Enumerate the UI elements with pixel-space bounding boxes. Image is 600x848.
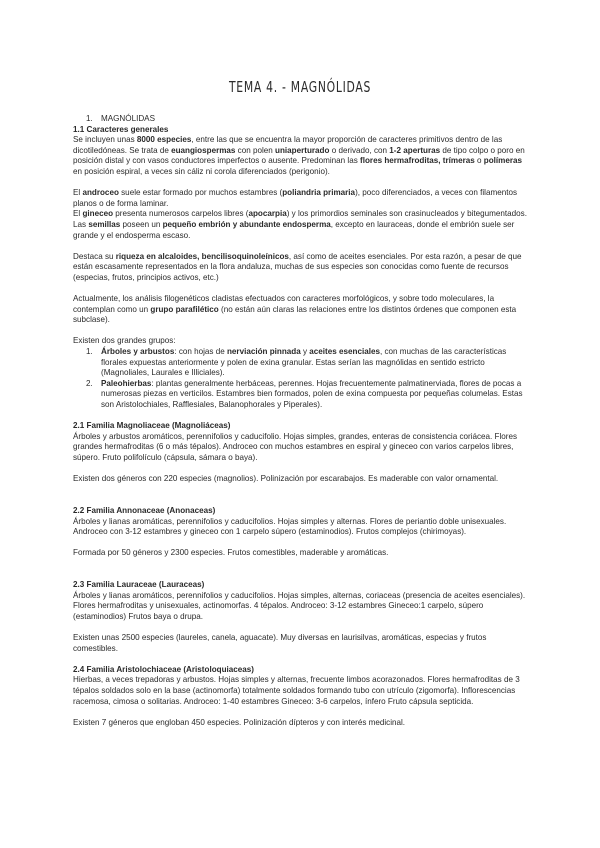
text-magnoliaceae: Árboles y arbustos aromáticos, perennifolios y caducifolio. Hojas simples, grandes, enteras de consistencia coriácea. Flores grandes hermafroditas (6 o más tépalos). Androceo con muchos estambres en espiral y gineceo con varios carpelos libres, súpero. Fruto polifolículo (cápsula, sámara o baya). (73, 431, 518, 462)
text2-aristolochiaceae: Existen 7 géneros que engloban 450 especies. Polinización dípteros y con interés medicinal. (73, 717, 406, 727)
text2-magnoliaceae: Existen dos géneros con 220 especies (magnolios). Polinización por escarabajos. Es maderable con valor ornamental. (73, 474, 499, 484)
text2-annonaceae: Formada por 50 géneros y 2300 especies. Frutos comestibles, maderable y aromáticas. (73, 548, 389, 558)
paragraph-androceo: El androceo suele estar formado por muchos estambres (poliandria primaria), poco diferenciados, a veces con filamentos planos o de forma laminar. (73, 188, 518, 208)
paragraph-grupos: Existen dos grandes grupos: (73, 336, 176, 346)
heading-magnoliaceae: 2.1 Familia Magnoliaceae (Magnoliáceas) (73, 421, 231, 431)
text-lauraceae: Árboles y lianas aromáticos, perennifolios y caducifolios. Hojas simples, alternas, coriaceas (presencia de aceites esenciales). Flores hermafroditas y unisexuales, actinomorfas. 4 tépalos. Androceo: 3-12 estambres Gineceo:1 carpelo, súpero (estaminodios) Frutos baya o drupa. (73, 590, 526, 621)
groups-list (73, 347, 533, 411)
text-aristolochiaceae: Hierbas, a veces trepadoras y arbustos. Hojas simples y alternas, frecuente limbos acorazonados. Flores hermafroditas de 3 tépalos soldados solo en la base (actinomorfa) totalmente soldados formando tubo con utrículo (zigomorfa). Inflorescencias racemosa, cimosa o solitarias. Androceo: 1-40 estambres Gineceo: 3-6 carpelos, ínfero Fruto cápsula septicida. (73, 675, 520, 706)
paragraph-semillas: Las semillas poseen un pequeño embrión y abundante endosperma, excepto en lauraceas, donde el embrión suele ser grande y el endosperma escaso. (73, 219, 515, 240)
subheading-1-1: 1.1 Caracteres generales (73, 124, 169, 134)
page-title: TEMA 4. - MAGNÓLIDAS (228, 78, 372, 96)
heading-aristolochiaceae: 2.4 Familia Aristolochiaceae (Aristoloquiaceas) (73, 664, 254, 674)
paragraph-gineceo: El gineceo presenta numerosos carpelos libres (apocarpia) y los primordios seminales son crasinucleados y bitegumentados. (73, 209, 527, 219)
list-item: 2. Paleohierbas: plantas generalmente herbáceas, perennes. Hojas frecuentemente palmatinerviada, flores de pocas a numerosas piezas en verticilos. Estambres bien formados, polen de exina compuesta por pequeñas columelas. Estas son Aristolochiales, Rafflesiales, Balanophorales y Piperales). (86, 378, 523, 410)
paragraph-intro: Se incluyen unas 8000 especies, entre las que se encuentra la mayor proporción de caracteres primitivos dentro de las dicotiledóneas. Se trata de euangiospermas con polen uniaperturado o derivado, con 1-2 aperturas de tipo colpo o poro en posición distal y con vasos conductores imperfectos o ausente. Predominan las flores hermafroditas, trímeras o polímeras en posición espiral, a veces sin cáliz ni corola diferenciados (perigonio). (73, 135, 525, 176)
paragraph-filogenia: Actualmente, los análisis filogenéticos cladistas efectuados con caracteres morfológicos, y sobre todo moleculares, la contemplan como un grupo parafilético (no están aún claras las relaciones entre los distintos órdenes que componen esta subclase). (73, 294, 517, 325)
section-heading (73, 114, 533, 125)
section-label: MAGNÓLIDAS (101, 114, 155, 123)
paragraph-riqueza: Destaca su riqueza en alcaloides, bencilisoquinoleínicos, así como de aceites esenciales. Por esta razón, a pesar de que están escasamente representados en la flora andaluza, muchas de sus especies son conocidas como fuente de recursos (especias, frutos, principios activos, etc.) (73, 251, 522, 282)
heading-annonaceae: 2.2 Familia Annonaceae (Anonaceas) (73, 505, 216, 515)
text2-lauraceae: Existen unas 2500 especies (laureles, canela, aguacate). Muy diversas en laurisilvas, aromáticas, especias y frutos comestibles. (73, 633, 487, 653)
heading-lauraceae: 2.3 Familia Lauraceae (Lauraceas) (73, 580, 205, 590)
section-number: 1. (86, 114, 93, 123)
text-annonaceae: Árboles y lianas aromáticas, perennifolios y caducifolios. Hojas simples y alternas. Flores de periantio doble unisexuales. Androceo con 3-12 estambres y gineceo con 1 carpelo súpero (estaminodios). Frutos complejos (chirimoyas). (73, 516, 507, 537)
document-body (73, 114, 533, 728)
list-item: 1. Árboles y arbustos: con hojas de nerviación pinnada y aceites esenciales, con muchas de las características florales expuestas anteriormente y polen de exina granular. Estas serían las magnólidas en sentido estricto (Magnoliales, Laurales e Illiciales). (86, 347, 507, 378)
